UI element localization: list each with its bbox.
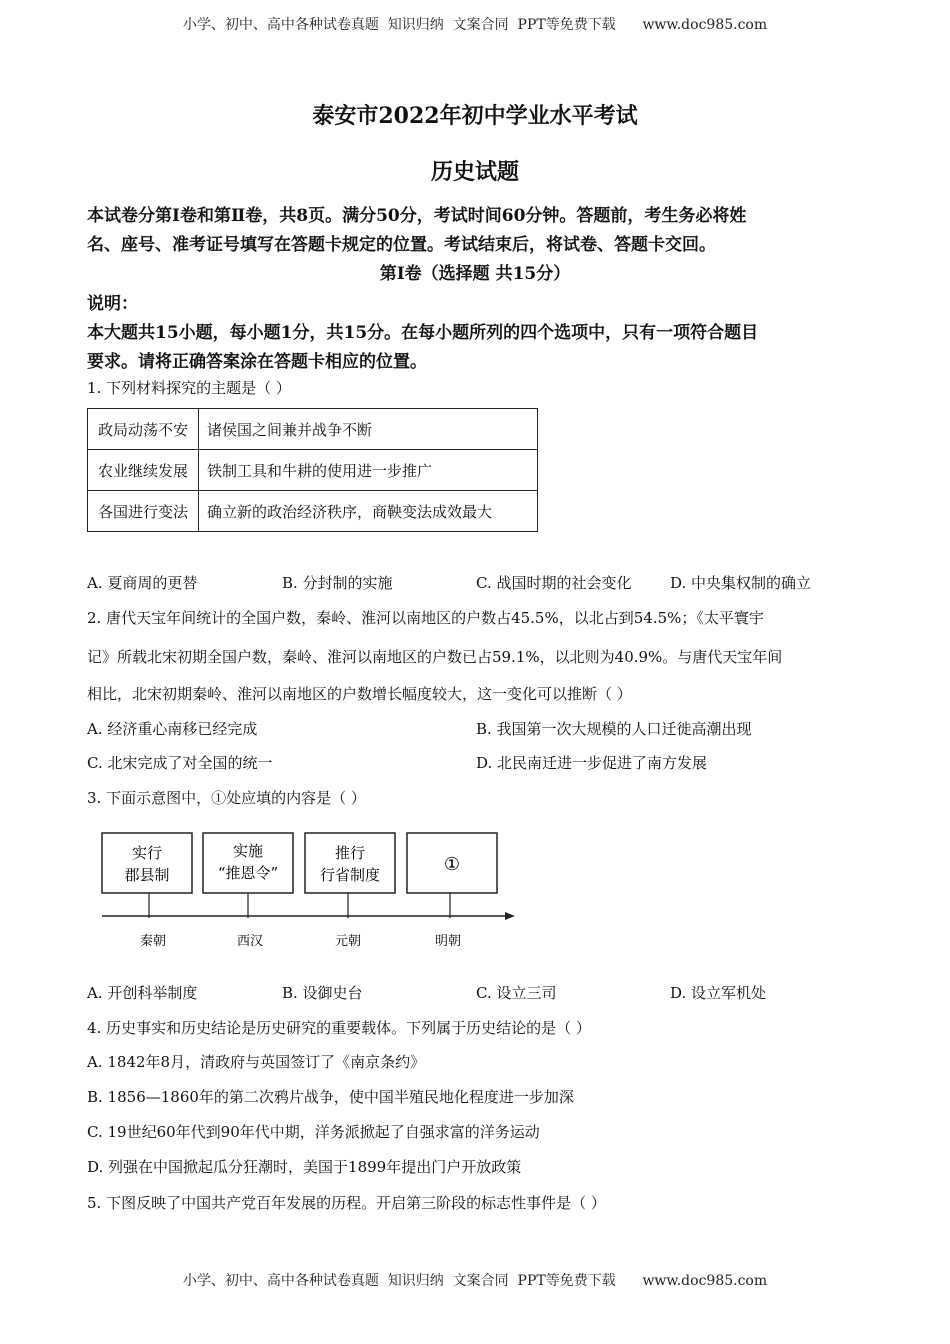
exam-subtitle: 历史试题 <box>430 159 519 185</box>
table-cell: 政局动荡不安 <box>88 409 199 450</box>
q5-stem: 5. 下图反映了中国共产党百年发展的历程。开启第三阶段的标志性事件是（ ） <box>87 1194 606 1212</box>
q4-stem: 4. 历史事实和历史结论是历史研究的重要载体。下列属于历史结论的是（ ） <box>87 1019 591 1037</box>
box-text: 郡县制 <box>124 866 170 884</box>
table-cell: 诸侯国之间兼并战争不断 <box>199 409 538 450</box>
exam-title: 泰安市2022年初中学业水平考试 <box>312 103 638 129</box>
note-line-2: 要求。请将正确答案涂在答题卡相应的位置。 <box>87 352 427 372</box>
arrow-icon <box>505 912 515 920</box>
page-header: 小学、初中、高中各种试卷真题 知识归纳 文案合同 PPT等免费下载 www.doc985.com <box>182 17 768 33</box>
note-label: 说明： <box>87 294 138 314</box>
q3-option-a: A. 开创科举制度 <box>87 984 198 1002</box>
table-cell: 各国进行变法 <box>88 491 199 532</box>
box-text: 实行 <box>131 844 163 862</box>
box-text: 实施 <box>232 842 264 860</box>
q2-stem-line-3: 相比，北宋初期秦岭、淮河以南地区的户数增长幅度较大，这一变化可以推断（ ） <box>87 685 632 703</box>
dynasty-label: 西汉 <box>236 934 264 949</box>
table-row <box>88 450 538 491</box>
q4-option-d: D. 列强在中国掀起瓜分狂潮时，美国于1899年提出门户开放政策 <box>87 1158 522 1176</box>
box-text: ① <box>443 854 461 875</box>
dynasty-label: 秦朝 <box>139 934 167 949</box>
q2-option-d: D. 北民南迁进一步促进了南方发展 <box>476 754 708 772</box>
table-cell: 农业继续发展 <box>88 450 199 491</box>
table-row <box>88 409 538 450</box>
q4-option-b: B. 1856—1860年的第二次鸦片战争，使中国半殖民地化程度进一步加深 <box>87 1088 574 1106</box>
intro-line-2: 名、座号、准考证号填写在答题卡规定的位置。考试结束后，将试卷、答题卡交回。 <box>87 235 716 255</box>
q2-option-a: A. 经济重心南移已经完成 <box>87 720 258 738</box>
q3-option-b: B. 设御史台 <box>282 984 363 1002</box>
page-footer: 小学、初中、高中各种试卷真题 知识归纳 文案合同 PPT等免费下载 www.doc985.com <box>182 1273 768 1289</box>
q1-stem: 1. 下列材料探究的主题是（ ） <box>87 379 291 397</box>
box-text: 行省制度 <box>319 866 381 884</box>
diagram-box <box>305 833 395 893</box>
q3-option-d: D. 设立军机处 <box>670 984 767 1002</box>
q3-timeline-diagram <box>95 818 525 958</box>
q1-material-table <box>87 408 538 532</box>
q4-option-c: C. 19世纪60年代到90年代中期，洋务派掀起了自强求富的洋务运动 <box>87 1123 540 1141</box>
q2-stem-line-1: 2. 唐代天宝年间统计的全国户数，秦岭、淮河以南地区的户数占45.5%，以北占到54.5%；《太平寰宇 <box>87 609 764 627</box>
table-row <box>88 491 538 532</box>
q2-option-b: B. 我国第一次大规模的人口迁徙高潮出现 <box>476 720 752 738</box>
diagram-box <box>102 833 192 893</box>
q2-stem-line-2: 记》所载北宋初期全国户数，秦岭、淮河以南地区的户数已占59.1%，以北则为40.9%。与唐代天宝年间 <box>87 648 783 666</box>
dynasty-label: 明朝 <box>434 934 462 949</box>
q1-option-a: A. 夏商周的更替 <box>87 574 198 592</box>
table-cell: 确立新的政治经济秩序，商鞅变法成效最大 <box>199 491 538 532</box>
q1-option-b: B. 分封制的实施 <box>282 574 393 592</box>
table-cell: 铁制工具和牛耕的使用进一步推广 <box>199 450 538 491</box>
q2-option-c: C. 北宋完成了对全国的统一 <box>87 754 273 772</box>
q4-option-a: A. 1842年8月，清政府与英国签订了《南京条约》 <box>87 1053 426 1071</box>
q1-option-d: D. 中央集权制的确立 <box>670 574 812 592</box>
q3-stem: 3. 下面示意图中，①处应填的内容是（ ） <box>87 789 366 807</box>
q1-option-c: C. 战国时期的社会变化 <box>476 574 632 592</box>
box-text: 推行 <box>334 844 366 862</box>
intro-line-1: 本试卷分第Ⅰ卷和第Ⅱ卷，共8页。满分50分，考试时间60分钟。答题前，考生务必将姓 <box>87 206 747 226</box>
q3-option-c: C. 设立三司 <box>476 984 557 1002</box>
note-line-1: 本大题共15小题，每小题1分，共15分。在每小题所列的四个选项中，只有一项符合题目 <box>87 323 759 343</box>
dynasty-label: 元朝 <box>334 934 362 949</box>
box-text: “推恩令” <box>217 864 279 882</box>
section-title: 第Ⅰ卷（选择题 共15分） <box>379 264 571 284</box>
